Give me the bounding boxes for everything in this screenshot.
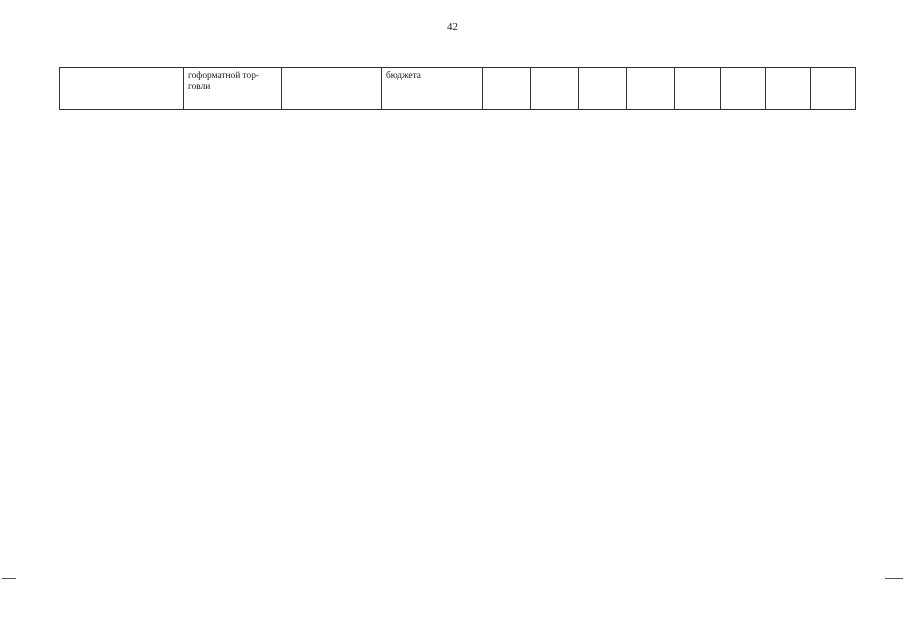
edge-mark-left <box>2 578 16 579</box>
edge-mark-right <box>885 578 903 579</box>
page-number: 42 <box>447 21 458 33</box>
main-measure-cell <box>60 68 184 110</box>
funding-source-cell: бюджета <box>382 68 483 110</box>
measure-name-cell: гоформатной тор- говли <box>184 68 282 110</box>
program-funding-table <box>59 67 856 110</box>
value-cell <box>627 68 675 110</box>
value-cell <box>531 68 579 110</box>
table-row <box>60 68 856 110</box>
value-cell <box>675 68 721 110</box>
value-cell <box>721 68 766 110</box>
value-cell <box>579 68 627 110</box>
value-cell <box>766 68 811 110</box>
value-cell <box>483 68 531 110</box>
value-cell <box>811 68 856 110</box>
executor-cell <box>282 68 382 110</box>
